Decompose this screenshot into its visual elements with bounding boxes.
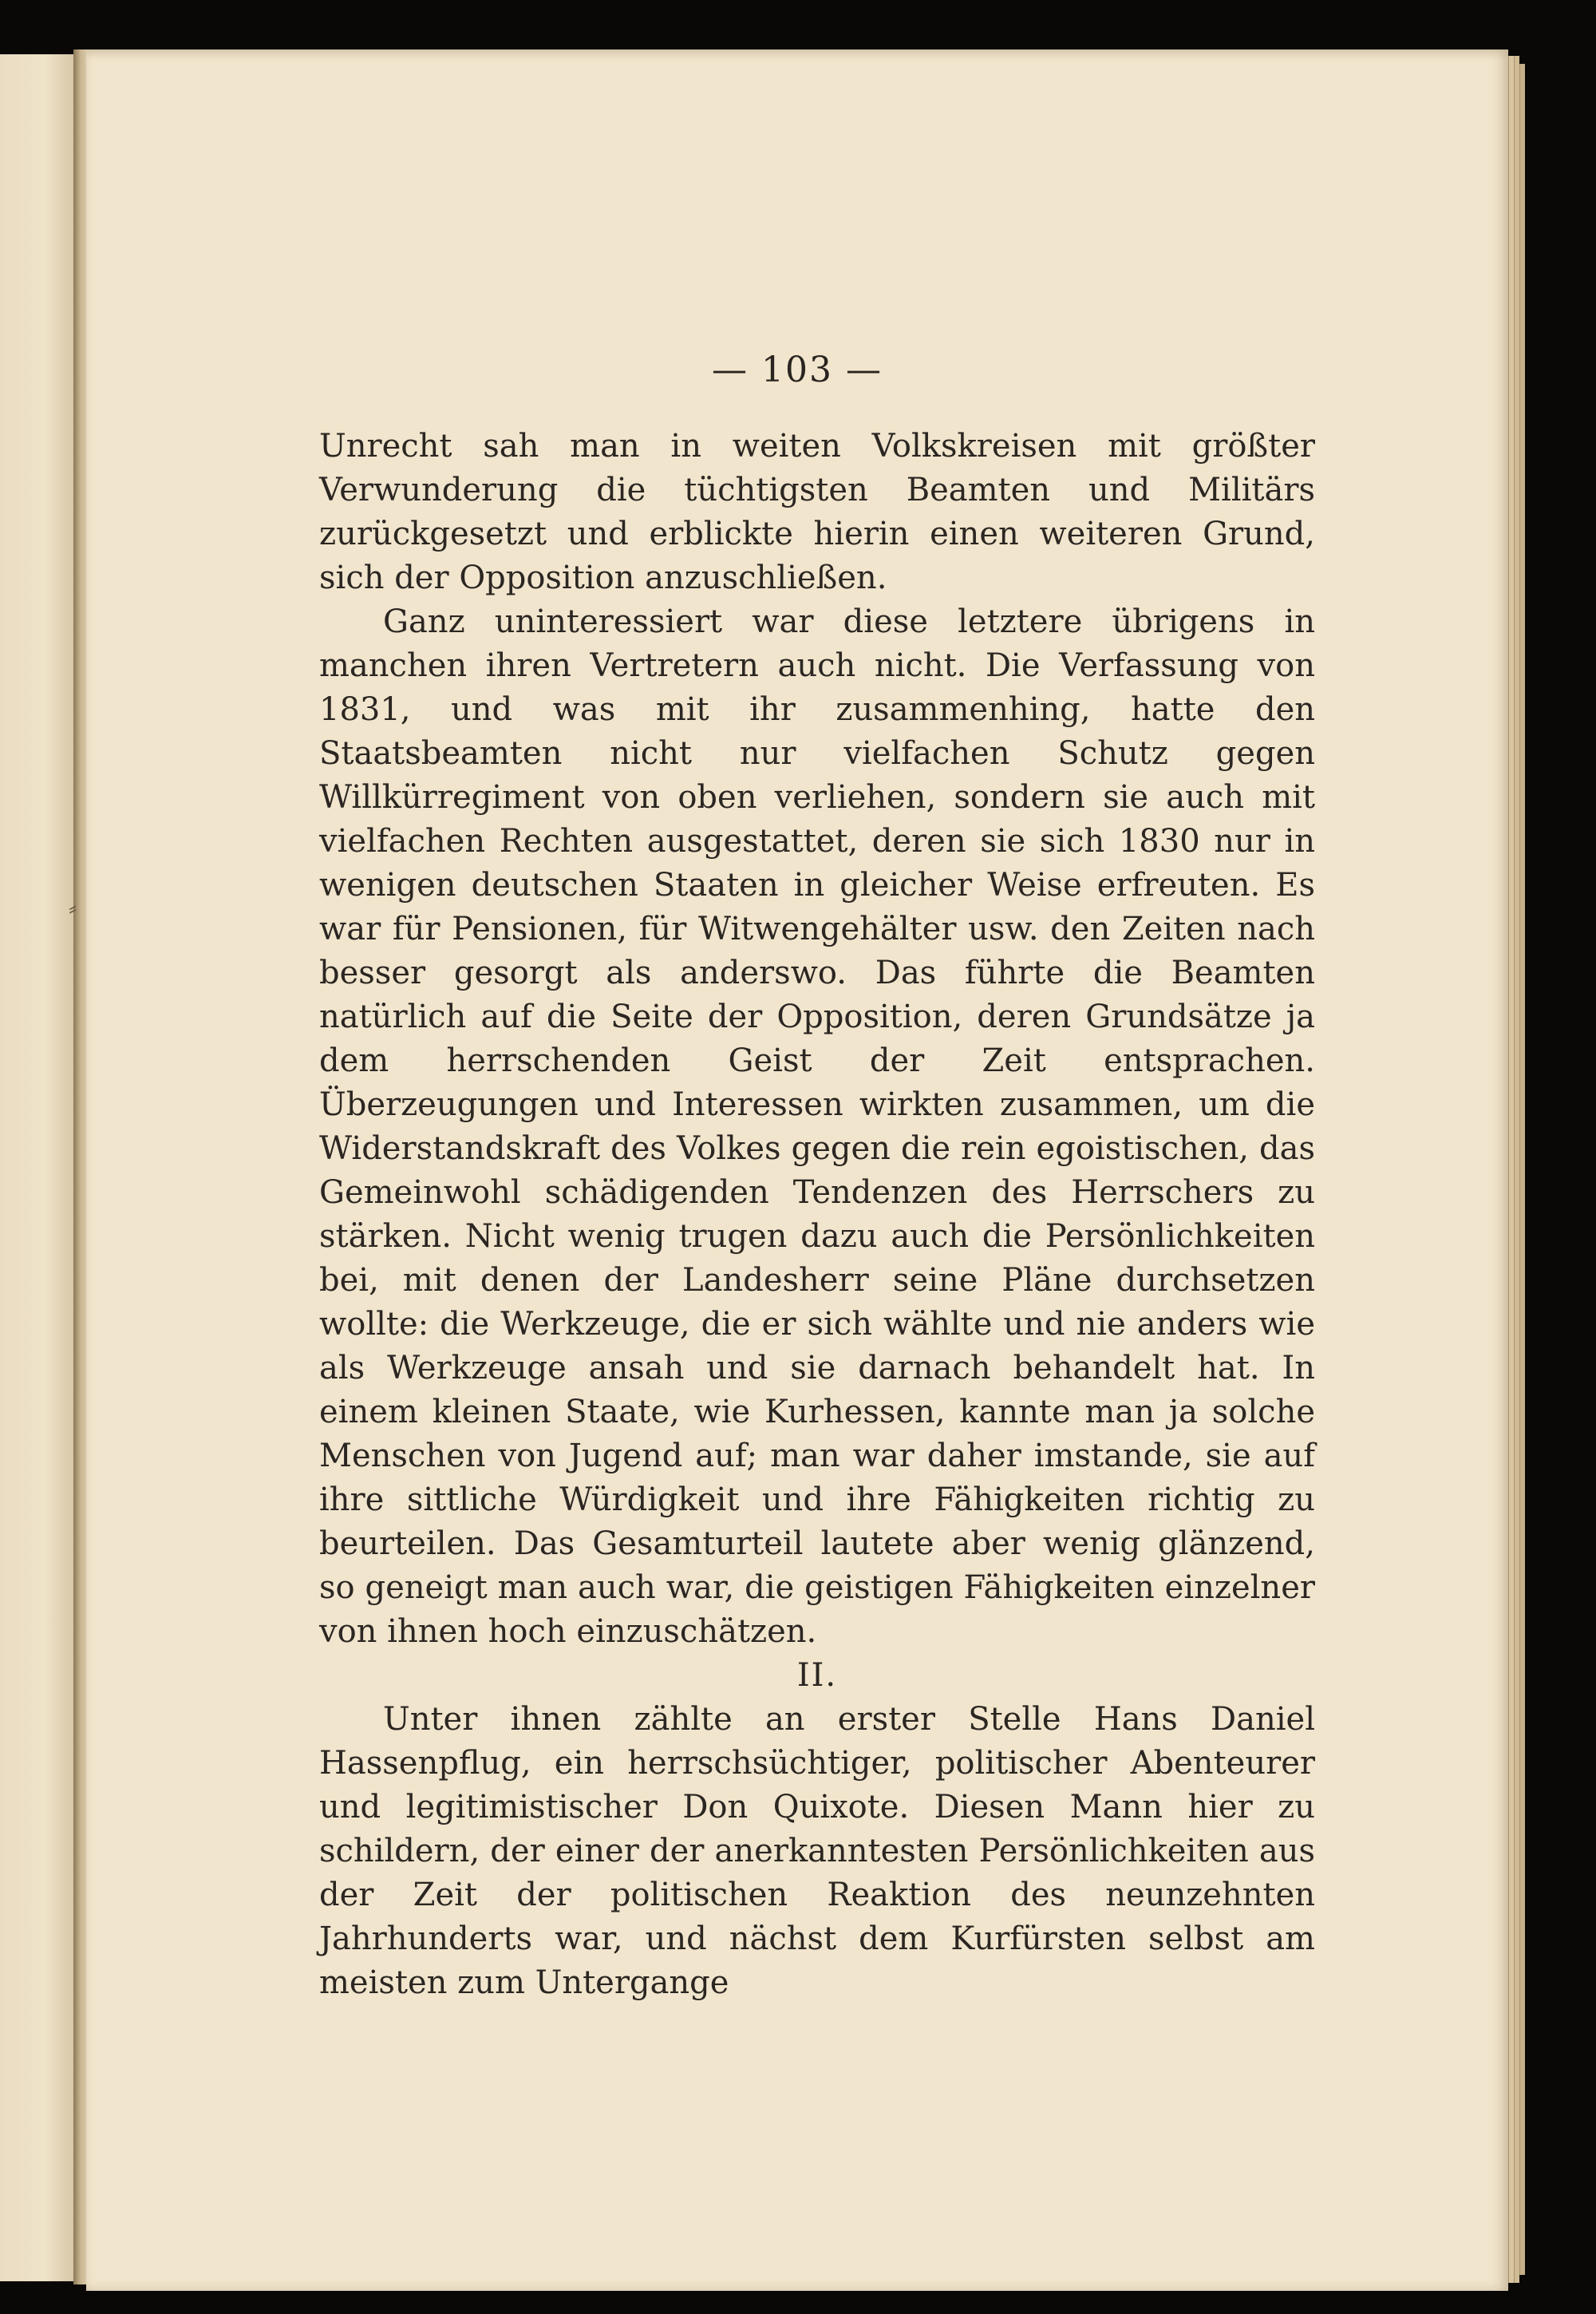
page-edge-1 xyxy=(1508,56,1514,2283)
paragraph-1: Unrecht sah man in weiten Volkskreisen mit größter Verwunderung die tüchtigsten Beamten und Militärs zurückgesetzt und erblickte hierin einen weiteren Grund, sich der Opposition anzuschließen. xyxy=(319,428,1315,596)
paragraph-2: Ganz uninteressiert war diese letztere übrigens in manchen ihren Vertretern auch nicht. Die Verfassung von 1831, und was mit ihr zusammenhing, hatte den Staatsbeamten nicht nur vielfachen Schutz gegen Willkürregiment von oben verliehen, sondern sie auch mit vielfachen Rechten ausgestattet, deren sie sich 1830 nur in wenigen deutschen Staaten in gleicher Weise erfreuten. Es war für Pensionen, für Witwengehälter usw. den Zeiten nach besser gesorgt als anderswo. Das führte die Beamten natürlich auf die Seite der Opposition, deren Grundsätze ja dem herrschenden Geist der Zeit entsprachen. Überzeugungen und Interessen wirkten zusammen, um die Widerstandskraft des Volkes gegen die rein egoistischen, das Gemeinwohl schädigenden Tendenzen des Herrschers zu stärken. Nicht wenig trugen dazu auch die Persönlichkeiten bei, mit denen der Landesherr seine Pläne durchsetzen wollte: die Werkzeuge, die er sich wählte und nie anders wie als Werkzeuge ansah und sie darnach behandelt hat. In einem kleinen Staate, wie Kurhessen, kannte man ja solche Menschen von Jugend auf; man war daher imstande, sie auf ihre sittliche Würdigkeit und ihre Fähigkeiten richtig zu beurteilen. Das Gesamturteil lautete aber wenig glänzend, so geneigt man auch war, die geistigen Fähigkeiten einzelner von ihnen hoch einzuschätzen. xyxy=(319,603,1315,1650)
paragraph-3: Unter ihnen zählte an erster Stelle Hans Daniel Hassenpflug, ein herrschsüchtiger, politischer Abenteurer und legitimistischer Don Quixote. Diesen Mann hier zu schildern, der einer der anerkanntesten Persönlichkeiten aus der Zeit der politischen Reaktion des neunzehnten Jahrhunderts war, und nächst dem Kurfürsten selbst am meisten zum Untergange xyxy=(319,1701,1315,2001)
page-edge-2 xyxy=(1514,56,1519,2283)
book-page xyxy=(86,49,1508,2291)
margin-mark: ⸗ xyxy=(69,894,77,922)
page-number: — 103 — xyxy=(712,350,883,390)
previous-page-edge xyxy=(0,54,75,2281)
section-heading: II. xyxy=(796,1657,838,1694)
page-edge-3 xyxy=(1519,64,1525,2275)
body-text xyxy=(319,425,1315,2005)
